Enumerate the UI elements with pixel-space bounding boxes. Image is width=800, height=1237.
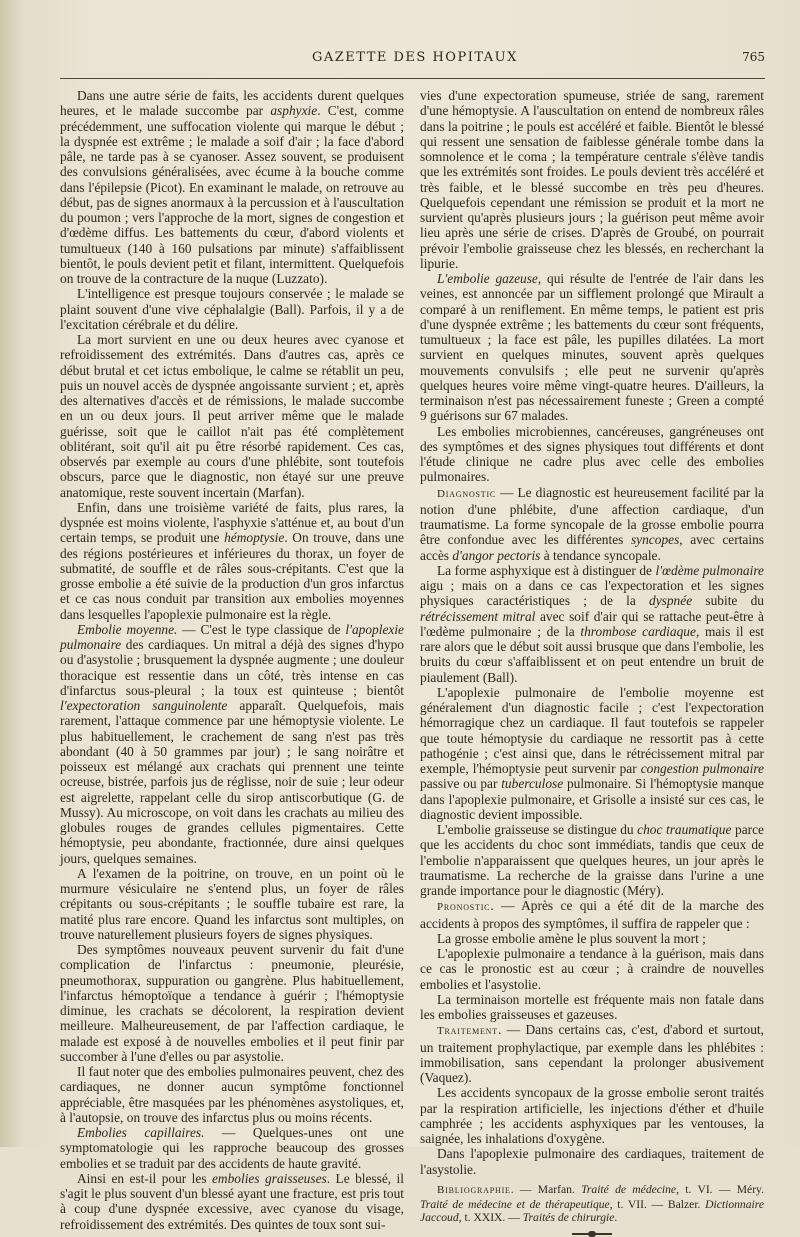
- text-run: . — Dans certains cas, c'est, d'abord et surtout, un traitement prophylactique, par exemple dans les phlébites : immobilisation, sans cependant la prolonger abusivement (Vaquez).: [420, 1022, 764, 1085]
- italic-run: rétrécissement mitral: [420, 608, 536, 624]
- paragraph: [60, 1064, 404, 1125]
- paragraph: [60, 866, 404, 942]
- paragraph: [60, 500, 404, 622]
- italic-run: tuberculose: [501, 776, 564, 792]
- text-run: avec soif d'air qui se rattache peut-être à l'œdème pulmonaire ; de la: [420, 608, 764, 639]
- paragraph: [420, 1146, 764, 1177]
- italic-run: dyspnée: [649, 593, 693, 609]
- text-run: La mort survient en une ou deux heures avec cyanose et refroidissement des extrémités. Dans d'autres cas, après ce début brutal et cet ictus embolique, le calme se rétablit un peu, puis un nouvel accès de dyspnée angoissante survient ; et, après des alternatives d'accès et de rémissions, le malade succombe en un ou deux jours. Il peut arriver même que le malade guérisse, soit que le caillot n'ait pas été complètement oblitérant, soit qu'il ait pu être résorbé rapidement. Ces cas, observés par exemple au cours d'une phlébite, sont toutefois obscurs, parce que le diagnostic, non étayé sur une preuve anatomique, reste souvent incertain (Marfan).: [60, 332, 404, 500]
- right-column: [420, 88, 764, 1237]
- text-run: aigu ; mais on a dans ce cas l'expectoration et les signes physiques caractéristiques ; de la: [420, 578, 764, 609]
- small-caps-heading: Pronostic: [437, 901, 491, 914]
- left-column: [60, 88, 404, 1232]
- italic-run: Traité de médecine: [581, 1182, 677, 1196]
- paragraph: [60, 1171, 404, 1232]
- text-run: Des symptômes nouveaux peuvent survenir du fait d'une complication de l'infarctus : pneumonie, pleurésie, pneumothorax, suppuration ou gangrène. Plus habituellement, l'infarctus hémoptoïque a tendance à guérir ; l'hémoptysie diminue, les crachats se décolorent, la respiration devient meilleure. Malheureusement, de par l'affection cardiaque, le malade est exposé à de nouvelles embolies et il peut finir par succomber à l'une d'elles ou par asystolie.: [60, 942, 404, 1064]
- paragraph: [420, 898, 764, 931]
- end-ornament: [572, 1231, 612, 1237]
- text-run: , qui résulte de l'entrée de l'air dans les veines, est annoncée par un sifflement prolongé que Mirault a comparé à un reniflement. En même temps, le patient est pris d'une dyspnée extrême ; les battements du cœur sont fréquents, tumultueux ; la face est pâle, les pupilles dilatées. La mort survient en quelques minutes, souvent après quelques mouvements convulsifs ; elle peut ne survenir qu'après quelques heures voire même vingt-quatre heures. D'ailleurs, la terminaison n'est pas nécessairement funeste ; Green a compté 9 guérisons sur 67 malades.: [420, 271, 764, 424]
- page-binding-edge: [0, 0, 22, 1147]
- journal-title: GAZETTE DES HOPITAUX: [312, 50, 518, 65]
- bibliography: [420, 1183, 764, 1225]
- italic-run: l'apoplexie pulmonaire: [60, 621, 404, 652]
- text-run: — C'est le type classique de: [177, 621, 346, 637]
- text-run: A l'examen de la poitrine, on trouve, en un point où le murmure vésiculaire ne s'entend plus, un foyer de râles crépitants ou sous-crépitants ; le souffle tubaire est rare, la matité plus rare encore. Quand les infarctus sont multiples, on trouve naturellement plusieurs foyers de signes physiques.: [60, 865, 404, 942]
- paragraph: [420, 992, 764, 1023]
- header-rule: [60, 78, 765, 79]
- text-run: .: [614, 1211, 618, 1225]
- italic-run: l'expectoration sanguinolente: [60, 698, 228, 713]
- paragraph: [420, 946, 764, 992]
- paragraph: [60, 622, 404, 866]
- text-run: — Quelques-unes ont une symptomatologie qui les rapproche beaucoup des grosses embolies et se traduit par des accidents de haute gravité.: [60, 1125, 405, 1171]
- italic-run: Embolies capillaires.: [77, 1125, 205, 1140]
- italic-run: l'œdème pulmonaire: [655, 562, 764, 578]
- paragraph: [420, 1022, 764, 1085]
- text-run: . — Après ce qui a été dit de la marche des accidents à propos des symptômes, il suffira de rappeler que :: [420, 898, 764, 931]
- text-run: , avec certains accès: [420, 532, 764, 563]
- italic-run: Traités de chirurgie: [522, 1211, 615, 1225]
- text-run: . On trouve, dans une des régions postérieures et inférieures du thorax, un foyer de submatité, de souffle et de râles sous-crépitants. C'est que la grosse embolie a été suivie de la production d'un gros infarctus et ce cas nous conduit par transition aux embolies moyennes dans lesquelles l'apoplexie pulmonaire est la règle.: [60, 530, 404, 622]
- paragraph: [420, 271, 764, 424]
- text-run: des cardiaques. Un mitral a déjà des signes d'hypo ou d'asystolie ; brusquement la dyspnée augmente ; une douleur thoracique est ressentie dans un côté, très intense en cas d'infarctus sous-pleural ; la toux est quinteuse ; bientôt: [60, 637, 404, 698]
- text-run: L'apoplexie pulmonaire a tendance à la guérison, mais dans ce cas le pronostic est au cœur ; à craindre de nouvelles embolies et l'asystolie.: [420, 946, 764, 992]
- text-run: , t. VII. — Balzer.: [609, 1197, 706, 1211]
- text-run: , mais il est rare alors que le début soit aussi brusque que dans l'embolie, les bruits du cœur s'affaiblissent et on peut entendre un bruit de piaulement (Ball).: [420, 623, 765, 685]
- italic-run: L'embolie gazeuse: [437, 271, 538, 286]
- italic-run: congestion pulmonaire: [640, 761, 765, 776]
- text-run: Enfin, dans une troisième variété de faits, plus rares, la dyspnée est moins violente, l'asphyxie s'atténue et, au bout d'un certain temps, se produit une: [60, 499, 404, 546]
- text-run: parce que les accidents du choc sont immédiats, tandis que ceux de l'embolie n'apparaissent que quelques heures, un jour après le traumatisme. La recherche de la graisse dans l'urine a une grande importance pour le diagnostic (Méry).: [420, 822, 764, 898]
- paragraph: [60, 286, 404, 332]
- text-run: La forme asphyxique est à distinguer de: [437, 562, 656, 578]
- paragraph: [420, 424, 764, 485]
- text-run: La terminaison mortelle est fréquente mais non fatale dans les embolies graisseuses et gazeuses.: [420, 991, 764, 1022]
- text-run: La grosse embolie amène le plus souvent la mort ;: [437, 930, 706, 946]
- italic-run: syncopes: [630, 532, 680, 548]
- small-caps-heading: Bibliographie: [437, 1183, 511, 1196]
- italic-run: embolies graisseuses: [211, 1170, 327, 1186]
- page-number: 765: [742, 50, 765, 64]
- paragraph: [420, 88, 764, 271]
- italic-run: Embolie moyenne.: [77, 621, 178, 637]
- text-run: passive ou par: [420, 776, 502, 792]
- text-run: L'intelligence est presque toujours conservée ; le malade se plaint souvent d'une vive céphalalgie (Ball). Parfois, il y a de l'excitation cérébrale et du délire.: [60, 286, 404, 332]
- paragraph: [420, 1085, 764, 1146]
- text-run: . Le blessé, il s'agit le plus souvent d'un blessé ayant une fracture, est pris tout à coup d'une dyspnée excessive, avec cyanose du visage, refroidissement des extrémités. Des quintes de toux sont sui-: [60, 1170, 405, 1232]
- paragraph: [60, 1125, 404, 1171]
- running-header: [60, 48, 765, 74]
- small-caps-heading: Diagnostic: [437, 487, 497, 500]
- italic-run: asphyxie: [270, 103, 318, 119]
- italic-run: thrombose cardiaque: [580, 623, 696, 639]
- text-run: Les accidents syncopaux de la grosse embolie seront traités par la respiration artificielle, les injections d'éther et d'huile camphrée ; les accidents asphyxiques par les ventouses, la saignée, les inhalations d'oxygène.: [420, 1085, 764, 1146]
- italic-run: Traité de médecine et de thérapeutique: [420, 1197, 610, 1211]
- paragraph: [60, 88, 404, 286]
- text-run: L'embolie graisseuse se distingue du: [437, 822, 638, 837]
- text-run: , t. XXIX. —: [458, 1211, 523, 1225]
- text-run: pulmonaire. Si l'hémoptysie manque dans l'apoplexie pulmonaire, et Grisolle a insisté sur ces cas, le diagnostic devient impossible.: [420, 776, 764, 822]
- text-run: à tendance syncopale.: [540, 547, 661, 563]
- paragraph: [60, 332, 404, 500]
- text-run: L'apoplexie pulmonaire de l'embolie moyenne est généralement d'un diagnostic facile ; c'est l'expectoration hémorragique chez un cardiaque. Il faut toutefois se rappeler que toute hémoptysie du cardiaque ne ressortit pas à cette pathogénie ; c'est ainsi que, dans le rétrécissement mitral par exemple, l'hémoptysie peut survenir par: [420, 684, 764, 776]
- text-run: Il faut noter que des embolies pulmonaires peuvent, chez des cardiaques, ne donner aucun symptôme fonctionnel appréciable, être masquées par les phénomènes asystoliques, et, à l'autopsie, on trouve des infarctus plus ou moins récents.: [60, 1064, 404, 1125]
- paragraph: [420, 485, 764, 563]
- paragraph: [420, 822, 764, 898]
- text-run: Les embolies microbiennes, cancéreuses, gangréneuses ont des symptômes et des signes physiques tout différents et dont l'étude clinique ne cadre plus avec celle des embolies pulmonaires.: [420, 423, 764, 485]
- paragraph: [420, 685, 764, 822]
- text-run: subite du: [692, 593, 764, 609]
- paragraph: [420, 931, 764, 946]
- italic-run: choc traumatique: [637, 822, 732, 837]
- text-run: — Le diagnostic est heureusement facilité par la notion d'une phlébite, d'une affection cardiaque, d'un traumatisme. La forme syncopale de la grosse embolie pourra être confondue avec les différentes: [420, 484, 764, 548]
- text-run: . — Marfan.: [510, 1182, 582, 1196]
- text-run: Ainsi en est-il pour les: [77, 1170, 212, 1186]
- text-run: . C'est, comme précédemment, une suffocation violente qui marque le début ; la dyspnée est extrême ; le malade a soif d'air ; la face d'abord pâle, ne tarde pas à se cyanoser. Assez souvent, se produisent des convulsions généralisées, avec écume à la bouche comme dans l'épilepsie (Picot). En examinant le malade, on retrouve au début, pas de signes anormaux à la percussion et à l'auscultation du poumon ; vers l'approche de la mort, signes de congestion et d'œdème diffus. Les battements du cœur, d'abord violents et tumultueux (140 à 160 pulsations par minute) s'affaiblissent bientôt, le pouls devient petit et filant, intermittent. Quelquefois on trouve de la contracture de la nuque (Luzzato).: [60, 103, 404, 286]
- text-run: vies d'une expectoration spumeuse, striée de sang, rarement d'une hémoptysie. A l'auscultation on entend de nombreux râles dans la poitrine ; le pouls est accéléré et faible. Bientôt le blessé qui ressent une sensation de faiblesse générale tombe dans la somnolence et le coma ; la température centrale s'élève tandis que les extrémités sont froides. Le pouls devient très accéléré et très faible, et le blessé succombe en très peu d'heures. Quelquefois cependant une rémission se produit et la mort ne survient qu'après plusieurs jours ; la guérison peut même avoir lieu après une série de crises. D'après de Groubé, on pourrait prévoir l'embolie graisseuse chez les blessés, en recherchant la lipurie.: [420, 88, 764, 271]
- text-run: Dans l'apoplexie pulmonaire des cardiaques, traitement de l'asystolie.: [420, 1146, 764, 1177]
- italic-run: hémoptysie: [224, 530, 285, 546]
- text-run: Dans une autre série de faits, les accidents durent quelques heures, et le malade succombe par: [60, 88, 404, 119]
- italic-run: Dictionnaire Jaccoud: [420, 1197, 764, 1225]
- text-run: apparaît. Quelquefois, mais rarement, l'attaque commence par une hémoptysie violente. Le plus habituellement, le crachement de sang n'est pas très abondant (40 à 50 grammes par jour) ; le sang noirâtre et poisseux est mélangé aux crachats qui prennent une teinte ocreuse, bistrée, parfois jus de réglisse, noir de suie ; leur odeur est aigrelette, rappelant celle du sirop antiscorbutique (G. de Mussy). Au microscope, on voit dans les crachats au milieu des globules rouges de grandes cellules pigmentaires. Cette hémoptysie, peu abondante, fractionnée, dure ainsi quelques jours, quelques semaines.: [60, 698, 404, 866]
- paragraph: [60, 942, 404, 1064]
- paragraph: [420, 563, 764, 685]
- italic-run: d'angor pectoris: [452, 547, 541, 563]
- small-caps-heading: Traitement: [437, 1025, 498, 1038]
- text-run: , t. VI. — Méry.: [676, 1182, 764, 1196]
